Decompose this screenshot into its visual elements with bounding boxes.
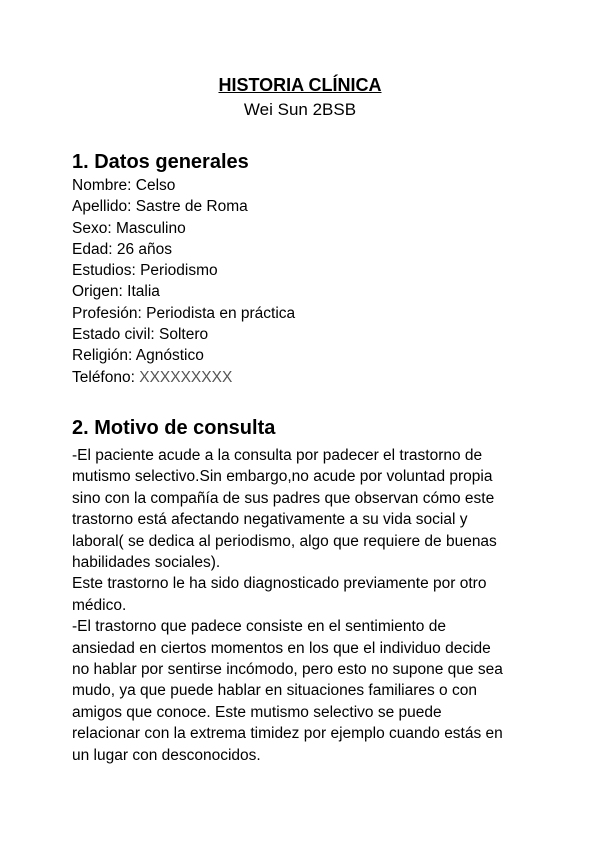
text-line: mutismo selectivo.Sin embargo,no acude por voluntad propia xyxy=(72,468,493,486)
text-line: -El paciente acude a la consulta por padecer el trastorno de xyxy=(72,447,483,464)
field-value: 26 años xyxy=(116,240,172,258)
field-row xyxy=(72,367,295,388)
field-value: Italia xyxy=(127,283,160,301)
section-heading-motivo-consulta: 2. Motivo de consulta xyxy=(72,417,276,439)
consultation-reason-text xyxy=(72,445,532,766)
field-label: Profesión: xyxy=(72,304,142,322)
field-row xyxy=(72,281,295,302)
field-row xyxy=(72,239,295,260)
text-line: amigos que conoce. Este mutismo selectivo se puede xyxy=(72,703,442,721)
text-line: no hablar por sentirse incómodo, pero esto no supone que sea xyxy=(72,661,503,679)
section-heading-datos-generales: 1. Datos generales xyxy=(72,151,249,173)
field-value: Sastre de Roma xyxy=(135,198,248,216)
field-label: Apellido: xyxy=(72,198,132,216)
text-line: habilidades sociales). xyxy=(72,554,221,572)
field-row xyxy=(72,196,295,217)
field-row xyxy=(72,260,295,281)
text-line: médico. xyxy=(72,596,127,614)
field-label: Edad: xyxy=(72,240,113,258)
field-label: Nombre: xyxy=(72,177,132,194)
text-line: -El trastorno que padece consiste en el sentimiento de xyxy=(72,618,446,636)
text-line: trastorno está afectando negativamente a su vida social y xyxy=(72,511,468,529)
field-row xyxy=(72,218,295,239)
field-value: Periodista en práctica xyxy=(146,304,296,322)
field-label: Estudios: xyxy=(72,262,136,280)
general-data-list xyxy=(72,175,295,388)
field-label: Sexo: xyxy=(72,219,112,237)
text-line: sino con la compañía de sus padres que observan cómo este xyxy=(72,489,495,507)
field-row xyxy=(72,345,295,366)
text-line: un lugar con desconocidos. xyxy=(72,746,261,764)
field-value: Periodismo xyxy=(140,262,218,280)
field-row xyxy=(72,303,295,324)
field-value: Celso xyxy=(135,177,176,194)
field-label: Religión: xyxy=(72,347,133,365)
text-line: ansiedad en ciertos momentos en los que el individuo decide xyxy=(72,639,491,657)
text-line: relacionar con la extrema timidez por ejemplo cuando estás en xyxy=(72,725,503,743)
field-value: Agnóstico xyxy=(135,347,204,365)
field-row xyxy=(72,324,295,345)
field-label: Estado civil: xyxy=(72,326,155,344)
field-label: Origen: xyxy=(72,283,123,301)
document-title: HISTORIA CLÍNICA xyxy=(218,75,382,95)
field-value: Masculino xyxy=(115,219,186,237)
document-subtitle: Wei Sun 2BSB xyxy=(243,100,357,119)
field-label: Teléfono: xyxy=(72,368,135,386)
field-value: Soltero xyxy=(159,326,209,344)
text-line: laboral( se dedica al periodismo, algo que requiere de buenas xyxy=(72,532,497,550)
field-value: XXXXXXXXX xyxy=(139,368,233,386)
text-line: Este trastorno le ha sido diagnosticado previamente por otro xyxy=(72,575,487,593)
text-line: mudo, ya que puede hablar en situaciones familiares o con xyxy=(72,682,477,700)
field-row xyxy=(72,175,295,196)
